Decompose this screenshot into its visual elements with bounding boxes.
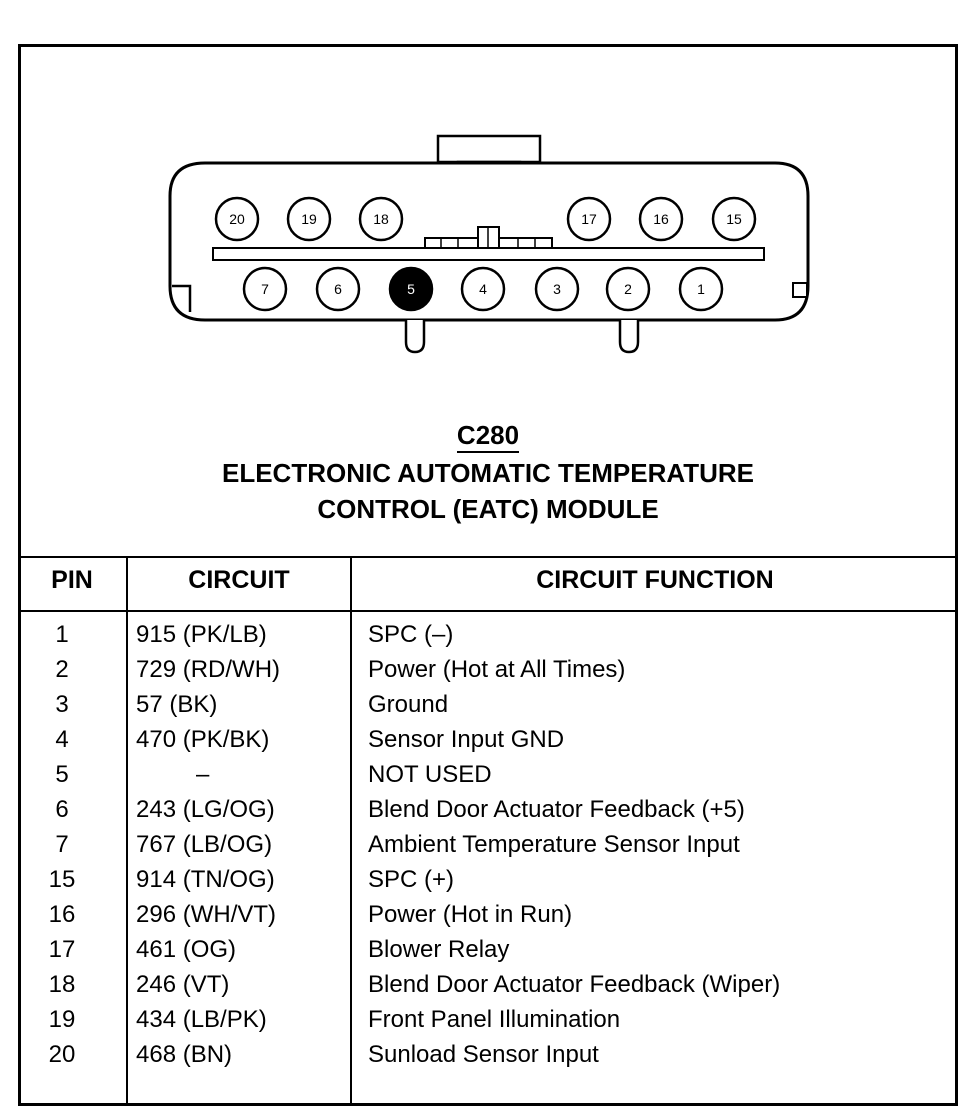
row-circuit: 243 (LG/OG) [136, 796, 275, 823]
pin-6-label: 6 [334, 281, 342, 297]
row-pin: 16 [48, 901, 76, 928]
row-function: Front Panel Illumination [368, 1006, 621, 1033]
pin-7-label: 7 [261, 281, 269, 297]
row-pin: 15 [48, 866, 76, 893]
pin-20-label: 20 [229, 211, 245, 227]
row-function: Sensor Input GND [368, 726, 565, 753]
row-circuit: 57 (BK) [136, 691, 218, 718]
table-row [0, 1002, 974, 1037]
row-pin: 1 [55, 621, 69, 648]
table-row [0, 617, 974, 652]
pin-18-label: 18 [373, 211, 389, 227]
row-circuit: 767 (LB/OG) [136, 831, 273, 858]
row-circuit: 468 (BN) [136, 1041, 233, 1068]
connector-right-latch [793, 283, 807, 297]
row-function: Ambient Temperature Sensor Input [368, 831, 740, 858]
row-pin: 6 [55, 796, 69, 823]
table-row [0, 932, 974, 967]
row-function: Ground [368, 691, 449, 718]
pin-1-label: 1 [697, 281, 705, 297]
header-pin: PIN [51, 566, 93, 594]
row-function: Blend Door Actuator Feedback (+5) [368, 796, 745, 823]
row-pin: 18 [48, 971, 76, 998]
header-circuit: CIRCUIT [188, 566, 290, 594]
row-pin: 7 [55, 831, 69, 858]
row-pin: 17 [48, 936, 76, 963]
connector-diagram [0, 0, 974, 420]
row-pin: 4 [55, 726, 69, 753]
row-circuit: 246 (VT) [136, 971, 230, 998]
row-pin: 2 [55, 656, 69, 683]
table-row [0, 1037, 974, 1072]
module-name-line-2: CONTROL (EATC) MODULE [317, 494, 659, 524]
header-circuit-function: CIRCUIT FUNCTION [536, 566, 774, 594]
row-function: Blend Door Actuator Feedback (Wiper) [368, 971, 781, 998]
table-header-divider [18, 610, 958, 612]
row-circuit: – [196, 761, 210, 788]
table-row [0, 827, 974, 862]
row-function: Power (Hot in Run) [368, 901, 573, 928]
pin-16-label: 16 [653, 211, 669, 227]
connector-post-right [620, 320, 638, 352]
row-circuit: 470 (PK/BK) [136, 726, 270, 753]
module-name-line-1: ELECTRONIC AUTOMATIC TEMPERATURE [221, 458, 755, 488]
pin-5-label: 5 [407, 281, 415, 297]
row-circuit: 296 (WH/VT) [136, 901, 277, 928]
row-pin: 20 [48, 1041, 76, 1068]
row-function: Blower Relay [368, 936, 510, 963]
table-row [0, 897, 974, 932]
connector-id: C280 [18, 420, 958, 451]
row-function: SPC (–) [368, 621, 454, 648]
table-row [0, 757, 974, 792]
row-circuit: 434 (LB/PK) [136, 1006, 267, 1033]
row-pin: 19 [48, 1006, 76, 1033]
connector-center-bar [213, 248, 764, 260]
row-function: Sunload Sensor Input [368, 1041, 599, 1068]
row-circuit: 461 (OG) [136, 936, 237, 963]
table-row [0, 862, 974, 897]
connector-post-left [406, 320, 424, 352]
row-function: Power (Hot at All Times) [368, 656, 626, 683]
table-row [0, 652, 974, 687]
pin-17-label: 17 [581, 211, 597, 227]
pin-4-label: 4 [479, 281, 487, 297]
row-circuit: 915 (PK/LB) [136, 621, 267, 648]
row-pin: 3 [55, 691, 69, 718]
row-function: SPC (+) [368, 866, 455, 893]
row-pin: 5 [55, 761, 69, 788]
row-circuit: 729 (RD/WH) [136, 656, 281, 683]
connector-top-tab [438, 136, 540, 162]
pin-19-label: 19 [301, 211, 317, 227]
pin-2-label: 2 [624, 281, 632, 297]
row-circuit: 914 (TN/OG) [136, 866, 275, 893]
row-function: NOT USED [368, 761, 492, 788]
table-row [0, 687, 974, 722]
table-top-border [18, 556, 958, 558]
table-row [0, 792, 974, 827]
table-row [0, 722, 974, 757]
pin-15-label: 15 [726, 211, 742, 227]
table-row [0, 967, 974, 1002]
pin-3-label: 3 [553, 281, 561, 297]
